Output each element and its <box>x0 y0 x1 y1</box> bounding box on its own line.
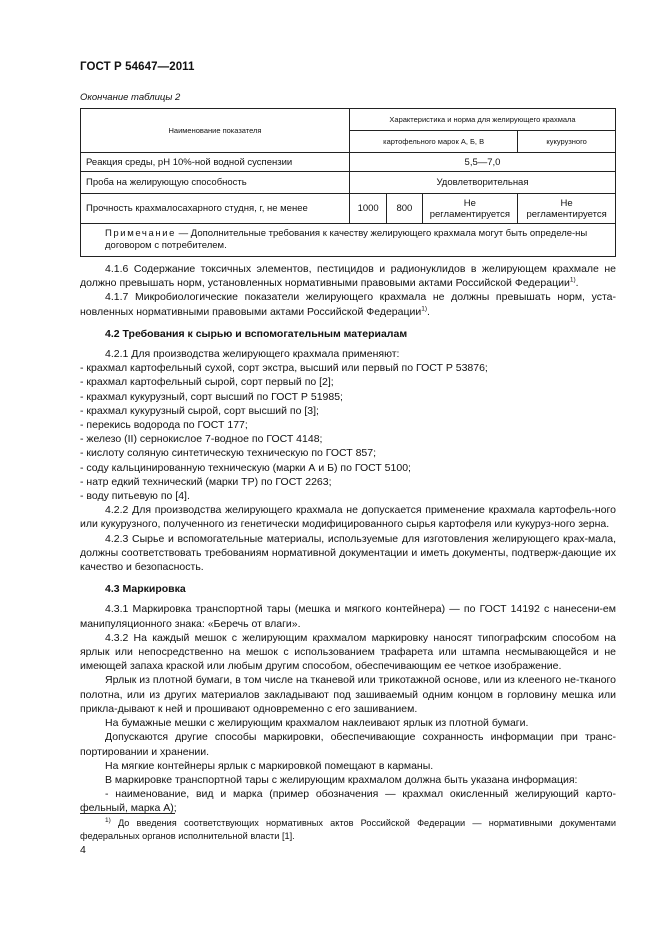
list-item: - крахмал картофельный сырой, сорт первый по [2]; <box>80 376 334 389</box>
list-item: - воду питьевую по [4]. <box>80 490 190 503</box>
table-row <box>81 153 616 172</box>
list-item: - железо (II) сернокислое 7-водное по ГОСТ 4148; <box>80 433 323 446</box>
section-heading-4-2: 4.2 Требования к сырью и вспомогательным материалам <box>105 327 408 340</box>
list-item: - крахмал кукурузный, сорт высший по ГОСТ Р 51985; <box>80 390 343 403</box>
row-name-strength: Прочность крахмалосахарного студня, г, не менее <box>81 194 350 224</box>
paragraph-4-1-6: 4.1.6 Содержание токсичных элементов, пестицидов и радионуклидов в желирующем крахмале не должно превышать норм, установленных нормативными правовыми актами Российской Федерации$^{1)}$. <box>80 263 616 290</box>
footnote-ref: 1) <box>421 305 427 313</box>
footnote-ref: 1) <box>569 276 576 284</box>
list-item: - крахмал картофельный сухой, сорт экстра, высший или первый по ГОСТ Р 53876; <box>80 362 488 375</box>
row-value-ph: 5,5—7,0 <box>350 153 616 172</box>
footnote-divider <box>80 813 175 814</box>
table-caption: Окончание таблицы 2 <box>80 92 181 103</box>
list-item: - крахмал кукурузный сырой, сорт высший по [3]; <box>80 404 319 417</box>
row-value-strength-b: 800 <box>387 194 422 224</box>
table-note-row <box>81 224 616 257</box>
header-cell-group: Характеристика и норма для желирующего крахмала <box>350 109 616 131</box>
paragraph-4-2-3: 4.2.3 Сырье и вспомогательные материалы, используемые для изготовления желирующего крах-мала, должны соответствовать требованиям нормативной документации и иметь документы, подтверж-дающие их качество и безопасность. <box>80 532 616 574</box>
list-item: - натр едкий технический (марки ТР) по ГОСТ 2263; <box>80 475 332 488</box>
paragraph-info: В маркировке транспортной тары с желирующим крахмалом должна быть указана информация: <box>105 773 578 786</box>
table-note <box>81 224 616 257</box>
header-cell-potato: картофельного марок А, Б, В <box>350 131 518 153</box>
paragraph-4-3-1: 4.3.1 Маркировка транспортной тары (мешка и мягкого контейнера) — по ГОСТ 14192 с нанесени-ем манипуляционного знака: «Беречь от влаги». <box>80 603 616 630</box>
section-heading-4-3: 4.3 Маркировка <box>105 583 186 596</box>
paragraph-label: Ярлык из плотной бумаги, в том числе на тканевой или трикотажной основе, или из клееного не-тканого полотна, или из других материалов закладывают под зашиваемый одним концом в горловину мешка или прикла-дывают к ней и прошивают одновременно с его зашиванием. <box>80 674 616 715</box>
row-value-strength-c: Не регламентируется <box>422 194 518 224</box>
row-value-strength-corn: Не регламентируется <box>518 194 616 224</box>
row-name-gel-test: Проба на желирующую способность <box>81 172 350 194</box>
paragraph-name-item: - наименование, вид и марка (пример обозначения — крахмал окисленный желирующий карто-фельный, марка А); <box>80 788 616 815</box>
note-label: Примечание <box>105 228 176 239</box>
spec-table <box>80 108 616 257</box>
paragraph-paper-bags: На бумажные мешки с желирующим крахмалом наклеивают ярлык из плотной бумаги. <box>105 717 529 730</box>
row-value-strength-a: 1000 <box>350 194 387 224</box>
paragraph-soft-containers: На мягкие контейнеры ярлык с маркировкой помещают в карманы. <box>105 759 434 772</box>
paragraph-4-1-7: 4.1.7 Микробиологические показатели желирующего крахмала не должны превышать норм, уста-новленных нормативными правовыми актами Российской Федерации$^{1)}$. <box>80 291 616 318</box>
row-name-ph: Реакция среды, рН 10%-ной водной суспензии <box>81 153 350 172</box>
footnote-text: До введения соответствующих нормативных актов Российской Федерации — нормативными документами федеральных органов исполнительной власти [1]. <box>80 818 616 841</box>
paragraph-4-2-1: 4.2.1 Для производства желирующего крахмала применяют: <box>105 348 400 361</box>
header-cell-corn: кукурузного <box>518 131 616 153</box>
list-item: - кислоту соляную синтетическую техническую по ГОСТ 857; <box>80 447 377 460</box>
table-row <box>81 194 616 224</box>
header-cell-name: Наименование показателя <box>81 109 350 153</box>
page-number: 4 <box>80 844 86 856</box>
footnote-mark: 1) <box>105 816 111 824</box>
paragraph-4-2-2: 4.2.2 Для производства желирующего крахмала не допускается применение крахмала картофель-ного или кукурузного, полученного из генетически модифицированного сырья картофеля или кукуруз-ного зерна. <box>80 504 616 531</box>
body-text <box>80 262 616 816</box>
footnote <box>80 817 616 842</box>
paragraph-other-methods: Допускаются другие способы маркировки, обеспечивающие сохранность информации при транс-портировании и хранении. <box>80 731 616 758</box>
document-header: ГОСТ Р 54647—2011 <box>80 61 195 73</box>
paragraph-4-3-2: 4.3.2 На каждый мешок с желирующим крахмалом маркировку наносят типографским способом на ярлык или непосредственно на мешок с использованием трафарета или штампа несмывающейся и не имеющей запаха краской или любым другим способом, обеспечивающим ее четкое изображение. <box>80 631 616 673</box>
list-item: - соду кальцинированную техническую (марки А и Б) по ГОСТ 5100; <box>80 461 411 474</box>
row-value-gel-test: Удовлетворительная <box>350 172 616 194</box>
table-row <box>81 172 616 194</box>
note-text: — Дополнительные требования к качеству желирующего крахмала могут быть определе-ны договором с потребителем. <box>105 228 588 251</box>
list-item: - перекись водорода по ГОСТ 177; <box>80 419 248 432</box>
